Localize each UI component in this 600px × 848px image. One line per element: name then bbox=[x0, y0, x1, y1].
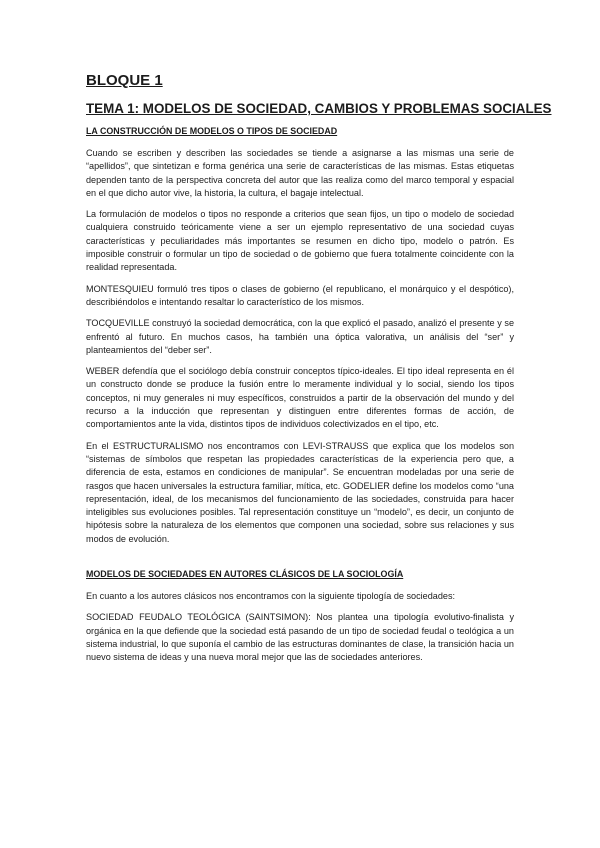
document-page bbox=[86, 72, 552, 673]
section-title-construccion-modelos: LA CONSTRUCCIÓN DE MODELOS O TIPOS DE SOCIEDAD bbox=[86, 126, 338, 136]
topic-title: TEMA 1: MODELOS DE SOCIEDAD, CAMBIOS Y PROBLEMAS SOCIALES bbox=[86, 101, 552, 116]
paragraph-montesquieu: MONTESQUIEU formuló tres tipos o clases de gobierno (el republicano, el monárquico y el despótico), describiéndolos e intentando resaltar lo característico de los mismos. bbox=[86, 283, 514, 307]
paragraph-tocqueville: TOCQUEVILLE construyó la sociedad democrática, con la que explicó el pasado, analizó el presente y se enfrentó al futuro. En muchos casos, ha también una óptica valorativa, un análisis del “ser” y planteamientos del “deber ser”. bbox=[86, 318, 514, 355]
paragraph-apellidos: Cuando se escriben y describen las sociedades se tiende a asignarse a las mismas una serie de “apellidos”, que sintetizan e forma genérica una serie de características de las mismas. Estas etiquetas dependen tanto de la perspectiva concreta del autor que las realiza como del marco temporal y espacial en el que dicho autor vive, la historia, la cultura, el bagaje intelectual. bbox=[86, 148, 514, 198]
paragraph-saint-simon: SOCIEDAD FEUDALO TEOLÓGICA (SAINTSIMON): Nos plantea una tipología evolutivo-finalista y orgánica en la que defiende que la sociedad está pasando de un tipo de sociedad feudal o teológica a un sistema industrial, lo que suponía el cambio de las estructuras dominantes de clase, la transición hacia un nuevo sistema de ideas y una nueva moral mejor que las de sociedades anteriores. bbox=[86, 612, 514, 663]
paragraph-weber: WEBER defendía que el sociólogo debía construir conceptos típico-ideales. El tipo ideal representa en él un constructo donde se produce la fusión entre lo meramente individual y lo social, siendo los tipos conceptos, ni muy generales ni muy específicos, construidos a partir de la observación del mundo y del recurso a la inducción que representan y distinguen entre diferentes formas de acción, de comportamientos ante la vida, distintos tipos de individuos colectivizados en el tipo, etc. bbox=[86, 366, 514, 430]
paragraph-formulacion-modelos: La formulación de modelos o tipos no responde a criterios que sean fijos, un tipo o modelo de sociedad cualquiera construido teóricamente viene a ser un ejemplo representativo de una sociedad cuyas características y peculiaridades más importantes se resumen en dicho tipo, modelo o patrón. Es imposible construir o formular un tipo de sociedad o de gobierno que fuera totalmente coincidente con la realidad representada. bbox=[86, 209, 514, 273]
section-title-autores-clasicos: MODELOS DE SOCIEDADES EN AUTORES CLÁSICOS DE LA SOCIOLOGÍA bbox=[86, 569, 404, 580]
paragraph-estructuralismo: En el ESTRUCTURALISMO nos encontramos con LEVI-STRAUSS que explica que los modelos son “sistemas de símbolos que respetan las propiedades características de la experiencia pero que, a diferencia de esta, estamos en condiciones de manipular”. Se encuentran modeladas por una serie de rasgos que hacen universales la estructura familiar, mítica, etc. GODELIER define los modelos como “una representación, ideal, de los mecanismos del funcionamiento de las sociedades, construida para hacer inteligibles sus evoluciones posibles. Tal representación constituye un “modelo”, es decir, un conjunto de hipótesis sobre la naturaleza de los elementos que componen una sociedad, sobre sus relaciones y sus modos de evolución. bbox=[86, 440, 514, 544]
block-title: BLOQUE 1 bbox=[86, 72, 163, 89]
paragraph-tipologia-intro: En cuanto a los autores clásicos nos encontramos con la siguiente tipología de sociedades: bbox=[86, 591, 456, 602]
